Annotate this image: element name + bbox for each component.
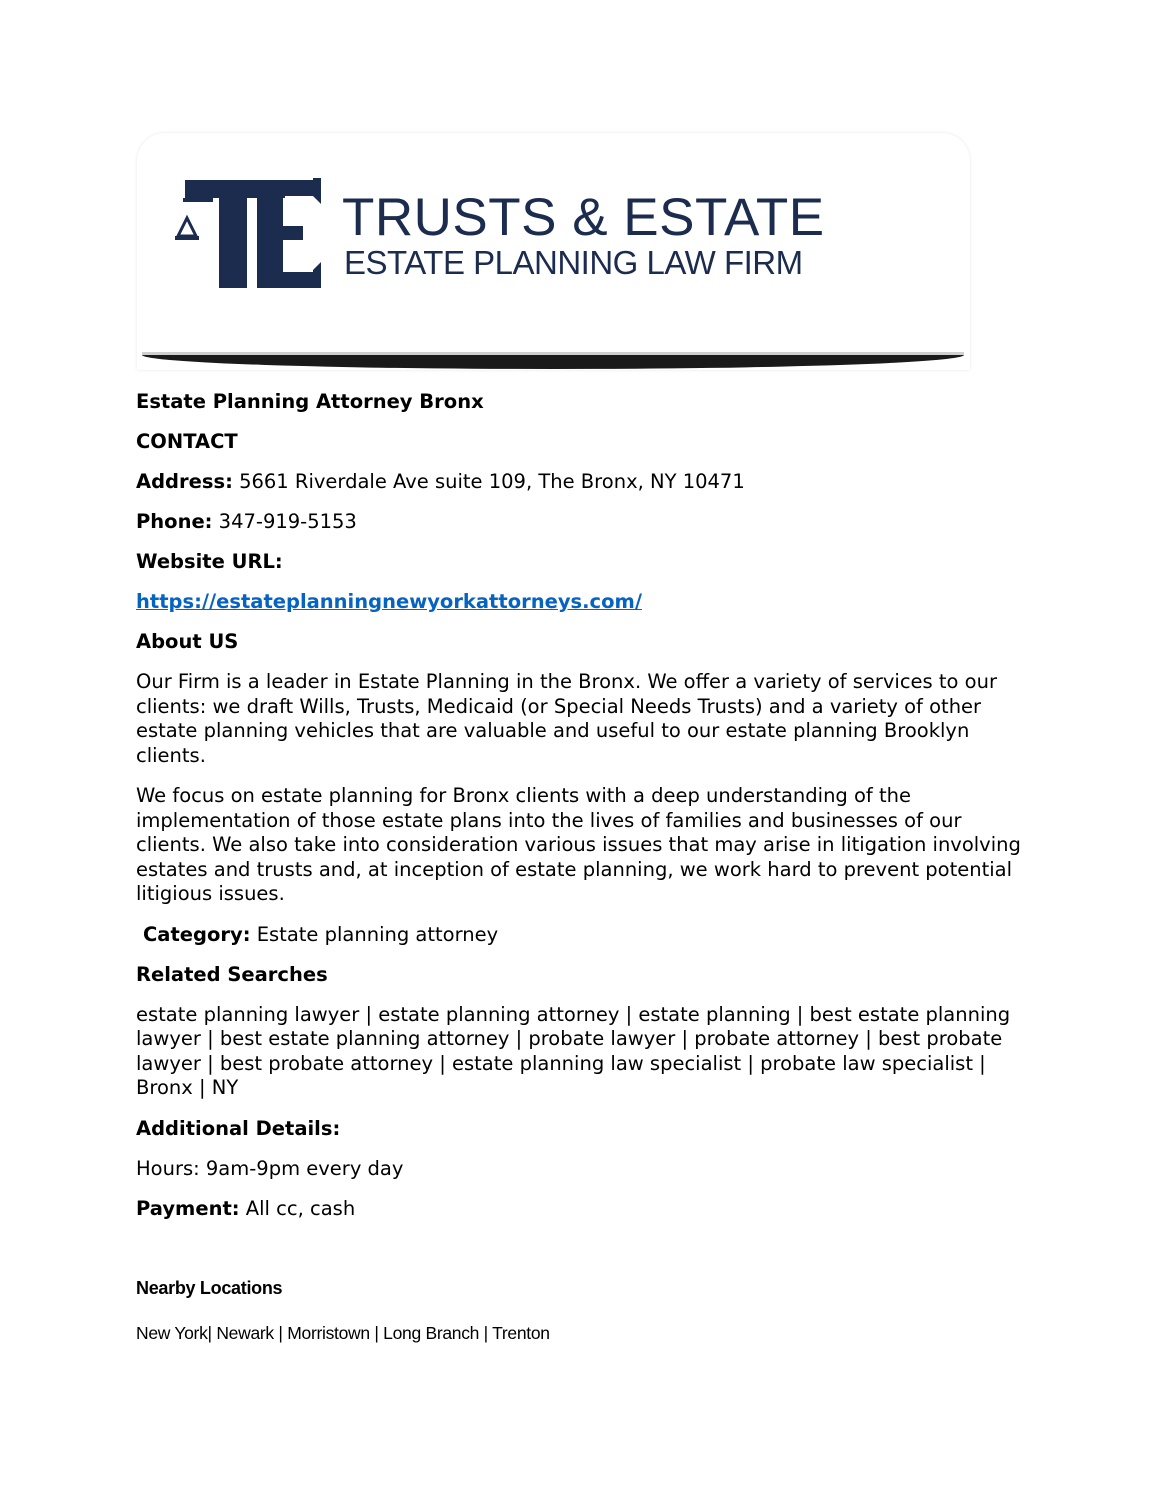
document-content [136, 390, 1026, 1237]
category-label: Category: [143, 922, 251, 946]
address-value: 5661 Riverdale Ave suite 109, The Bronx, NY 10471 [232, 470, 745, 493]
website-label: Website URL: [136, 550, 283, 573]
nearby-locations-list: New York| Newark | Morristown | Long Branch | Trenton [136, 1323, 550, 1343]
about-heading: About US [136, 630, 239, 653]
related-searches-heading: Related Searches [136, 962, 328, 986]
related-searches-list: estate planning lawyer | estate planning attorney | estate planning | best estate planning lawyer | best estate planning attorney | probate lawyer | probate attorney | best probate lawyer | best probate attorney | estate planning law specialist | probate law specialist | Bronx | NY [136, 1002, 1011, 1099]
logo-subtitle: ESTATE PLANNING LAW FIRM [344, 244, 803, 281]
address-line [136, 470, 1026, 494]
nearby-locations-heading: Nearby Locations [136, 1278, 283, 1298]
website-link[interactable]: https://estateplanningnewyorkattorneys.com/ [136, 590, 642, 613]
phone-value: 347-919-5153 [212, 510, 357, 533]
additional-details-heading: Additional Details: [136, 1116, 341, 1140]
payment-line [136, 1197, 1026, 1221]
category-value: Estate planning attorney [250, 922, 499, 946]
hours-line: Hours: 9am-9pm every day [136, 1156, 404, 1180]
website-line [136, 590, 1026, 614]
page-title: Estate Planning Attorney Bronx [136, 390, 484, 413]
about-paragraph: Our Firm is a leader in Estate Planning in the Bronx. We offer a variety of services to our clients: we draft Wills, Trusts, Medicaid (or Special Needs Trusts) and a variety of other estate planning vehicles that are valuable and useful to our estate planning Brooklyn clients. [136, 670, 997, 767]
firm-monogram-logo-icon [175, 178, 325, 290]
address-label: Address: [136, 470, 233, 493]
payment-label: Payment: [136, 1196, 240, 1220]
contact-heading: CONTACT [136, 430, 238, 453]
category-line [136, 923, 1026, 947]
phone-line [136, 510, 1026, 534]
payment-value: All cc, cash [239, 1196, 356, 1220]
logo-title: TRUSTS & ESTATE [342, 188, 825, 247]
phone-label: Phone: [136, 510, 213, 533]
about-paragraph: We focus on estate planning for Bronx clients with a deep understanding of the implementation of those estate plans into the lives of families and businesses of our clients. We also take into consideration various issues that may arise in litigation involving estates and trusts and, at inception of estate planning, we work hard to prevent potential litigious issues. [136, 784, 1021, 905]
